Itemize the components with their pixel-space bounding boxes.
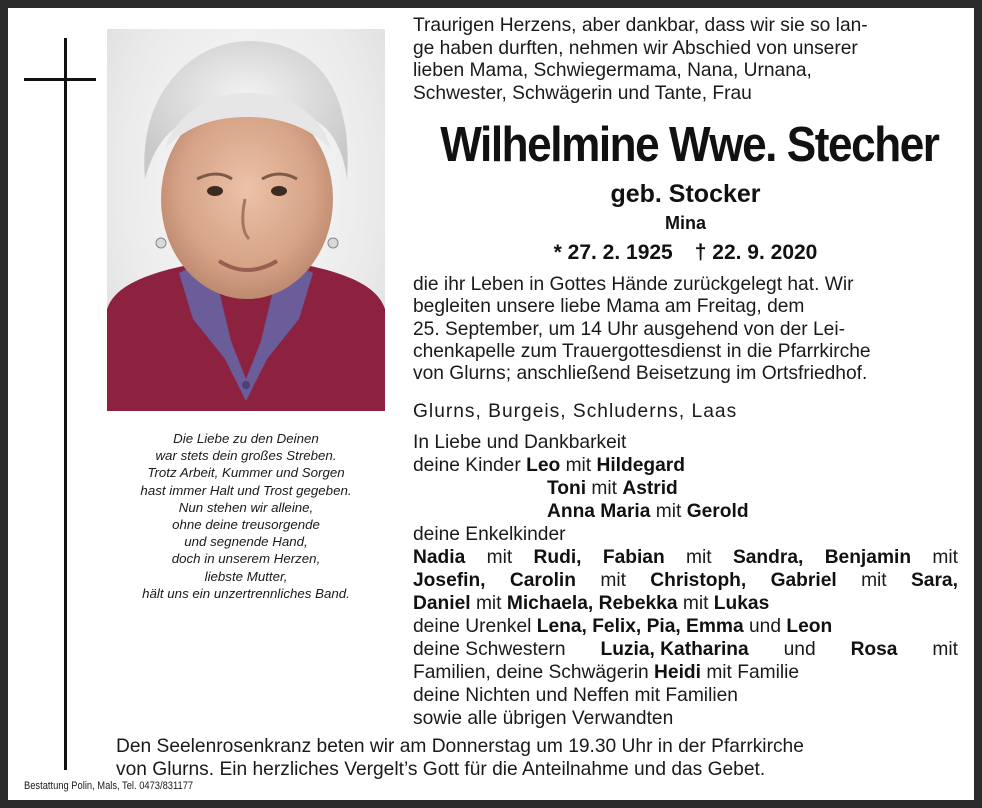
family-line — [413, 431, 958, 454]
family-line — [413, 615, 958, 638]
intro-line: ge haben durften, nehmen wir Abschied von unserer — [413, 37, 858, 59]
love-text: In Liebe und Dankbarkeit — [413, 432, 627, 453]
family-text: mit Familie — [706, 662, 800, 683]
poem-line: Trotz Arbeit, Kummer und Sorgen — [147, 465, 345, 481]
family-line — [413, 661, 958, 684]
family-line — [413, 500, 958, 523]
poem-line: doch in unserem Herzen, — [171, 551, 321, 567]
partner-name: Sara, — [911, 570, 958, 591]
intro-line: Traurigen Herzens, aber dankbar, dass wir sie so lan- — [413, 15, 868, 36]
intro-line: Schwester, Schwägerin und Tante, Frau — [413, 82, 752, 104]
life-dates — [413, 241, 958, 265]
birth-date: * 27. 2. 1925 — [553, 241, 673, 264]
connector: mit — [932, 639, 958, 660]
grandchild-name: Benjamin — [824, 547, 912, 568]
grandchildren-label: deine Enkelkinder — [413, 524, 566, 545]
connector: mit — [932, 547, 958, 568]
partner-name: Michaela, — [506, 593, 594, 614]
maiden-name: geb. Stocker — [610, 180, 761, 208]
grandchild-name: Carolin — [509, 570, 576, 591]
grandchild-name: Fabian — [602, 547, 665, 568]
rosary-line: Den Seelenrosenkranz beten wir am Donnerstag um 19.30 Uhr in der Pfarrkirche — [116, 736, 804, 757]
poem-line: hast immer Halt und Trost gegeben. — [140, 482, 352, 498]
family-line — [413, 477, 958, 500]
deceased-name: Wilhelmine Wwe. Stecher — [440, 118, 939, 172]
connector: und — [748, 616, 781, 637]
intro-line: lieben Mama, Schwiegermama, Nana, Urnana, — [413, 60, 812, 81]
sister-names: Luzia, Katharina — [600, 639, 749, 660]
family-line — [413, 454, 958, 477]
family-text: Familien, deine Schwägerin — [413, 662, 649, 683]
grandchild-name: Rebekka — [598, 593, 678, 614]
undertaker-credit: Bestattung Polin, Mals, Tel. 0473/831177 — [24, 780, 194, 792]
great-grandchildren-label: deine Urenkel — [413, 616, 532, 637]
poem-line: Die Liebe zu den Deinen — [173, 431, 319, 446]
family-line — [413, 569, 958, 592]
relatives-text: sowie alle übrigen Verwandten — [413, 708, 674, 729]
sister-in-law-name: Heidi — [654, 662, 701, 683]
poem-line: Nun stehen wir alleine, — [178, 499, 314, 515]
sisters-label: deine Schwestern — [413, 639, 566, 660]
rosary-line: von Glurns. Ein herzliches Vergelt’s Gott für die Anteilnahme und das Gebet. — [116, 759, 766, 780]
family-list — [413, 431, 958, 730]
funeral-line: die ihr Leben in Gottes Hände zurückgelegt hat. Wir — [413, 274, 854, 295]
grandchild-name: Daniel — [413, 593, 471, 614]
funeral-line: chenkapelle zum Trauergottesdienst in die Pfarrkirche — [413, 340, 871, 362]
connector: mit — [686, 547, 712, 568]
portrait-photo — [107, 29, 385, 411]
partner-name: Sandra, — [732, 547, 804, 568]
intro-paragraph — [413, 15, 958, 105]
portrait-illustration — [107, 29, 385, 411]
connector: mit — [655, 501, 682, 522]
partner-name: Astrid — [622, 478, 678, 499]
grandchild-name: Nadia — [413, 547, 466, 568]
connector: mit — [486, 547, 513, 568]
nieces-nephews-text: deine Nichten und Neffen mit Familien — [413, 685, 738, 706]
child-name: Anna Maria — [547, 501, 651, 522]
nickname: Mina — [664, 213, 706, 233]
family-line — [413, 546, 958, 569]
child-name: Toni — [547, 478, 587, 499]
connector: und — [783, 639, 816, 660]
memorial-poem — [110, 430, 382, 602]
great-grandchild-name: Leon — [786, 616, 833, 637]
grandchild-name: Gabriel — [770, 570, 837, 591]
funeral-line: von Glurns; anschließend Beisetzung im Ortsfriedhof. — [413, 363, 868, 385]
cross-icon-horizontal — [24, 78, 96, 81]
cross-icon-vertical — [64, 38, 67, 770]
partner-name: Rudi, — [533, 547, 582, 568]
partner-name: Gerold — [686, 501, 749, 522]
funeral-line: 25. September, um 14 Uhr ausgehend von der Lei- — [413, 318, 845, 340]
connector: mit — [591, 478, 617, 499]
children-label: deine Kinder — [413, 455, 521, 476]
death-date: † 22. 9. 2020 — [694, 241, 818, 264]
child-name: Leo — [526, 455, 561, 476]
rosary-paragraph — [116, 735, 961, 781]
obituary-card — [8, 8, 974, 800]
connector: mit — [861, 570, 887, 591]
connector: mit — [565, 455, 592, 476]
funeral-paragraph — [413, 274, 958, 385]
connector: mit — [475, 593, 502, 614]
family-line — [413, 523, 958, 546]
great-grandchild-names: Lena, Felix, Pia, Emma — [536, 616, 744, 637]
sister-name: Rosa — [850, 639, 898, 660]
poem-line: hält uns ein unzertrennliches Band. — [142, 585, 350, 601]
family-line — [413, 684, 958, 707]
family-line — [413, 707, 958, 730]
partner-name: Christoph, — [650, 570, 747, 591]
poem-line: und segnende Hand, — [184, 534, 308, 550]
partner-name: Josefin, — [413, 570, 486, 591]
partner-name: Lukas — [713, 593, 770, 614]
family-line — [413, 592, 958, 615]
funeral-line: begleiten unsere liebe Mama am Freitag, dem — [413, 296, 805, 318]
partner-name: Hildegard — [596, 455, 685, 476]
poem-line: war stets dein großes Streben. — [155, 448, 337, 464]
connector: mit — [600, 570, 626, 591]
poem-line: ohne deine treusorgende — [172, 517, 320, 533]
places-line: Glurns, Burgeis, Schluderns, Laas — [413, 401, 738, 422]
connector: mit — [682, 593, 709, 614]
family-line — [413, 638, 958, 661]
poem-line: liebste Mutter, — [204, 568, 288, 584]
